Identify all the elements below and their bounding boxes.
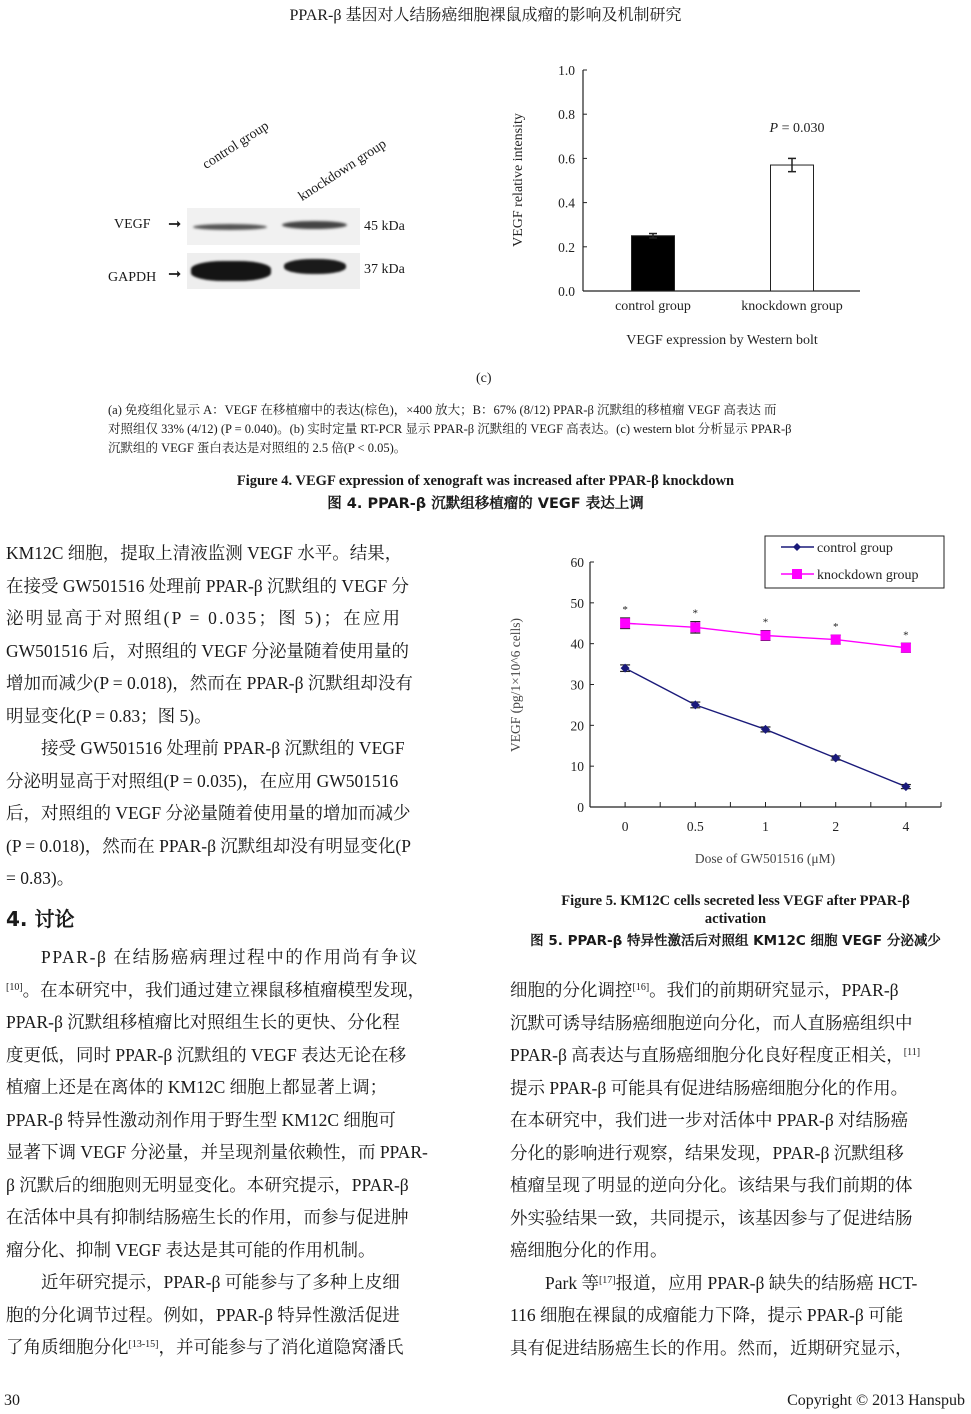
text-line: β 沉默后的细胞则无明显变化。本研究提示，PPAR-β — [6, 1174, 409, 1195]
y-axis-title: VEGF (pg/1×10^6 cells) — [508, 618, 523, 752]
arrow-right-icon: ➞ — [168, 266, 182, 283]
p-value-annotation: P = 0.030 — [769, 121, 825, 136]
page-number: 30 — [4, 1392, 20, 1409]
band-gapdh-knockdown — [284, 259, 346, 274]
text-span: 细胞的分化调控 — [510, 980, 633, 1000]
y-tick-label: 10 — [570, 759, 584, 775]
y-tick-label: 20 — [570, 718, 584, 734]
y-tick-label: 0.4 — [558, 195, 575, 211]
significance-marker: * — [762, 616, 769, 629]
data-point-control-group — [831, 754, 840, 763]
blot-strip-vegf — [187, 208, 360, 245]
y-tick-label: 50 — [570, 595, 584, 611]
western-blot-panel — [100, 100, 430, 310]
running-title: PPAR-β 基因对人结肠癌细胞裸鼠成瘤的影响及机制研究 — [289, 7, 682, 24]
text-line — [6, 1331, 462, 1364]
data-point-control-group — [761, 725, 770, 734]
text-span: 报道，应用 PPAR-β 缺失的结肠癌 HCT- — [615, 1272, 918, 1293]
figure4-note-line: (a) 免疫组化显示 A：VEGF 在移植瘤中的表达(棕色)，×400 放大；B：67% (8/12) PPAR-β 沉默组的移植瘤 VEGF 高表达 而 — [108, 403, 777, 417]
text-line: 提示 PPAR-β 可能具有促进结肠癌细胞分化的作用。 — [510, 1077, 909, 1098]
paragraph-results — [6, 537, 462, 732]
band-vegf-control — [193, 224, 267, 230]
text-line: 116 细胞在裸鼠的成瘤能力下降，提示 PPAR-β 可能 — [510, 1305, 904, 1325]
text-line: 植瘤上还是在离体的 KM12C 细胞上都显著上调； — [6, 1077, 388, 1097]
text-line — [510, 1039, 966, 1072]
citation[interactable]: [13-15] — [128, 1339, 159, 1350]
y-axis-title: VEGF relative intensity — [511, 113, 526, 247]
text-span: PPAR-β 高表达与直肠癌细胞分化良好程度正相关， — [510, 1045, 904, 1065]
text-line — [510, 1267, 966, 1300]
paragraph-results-2 — [6, 732, 462, 895]
copyright: Copyright © 2013 Hanspub — [787, 1392, 965, 1409]
x-axis-title: Dose of GW501516 (μM) — [694, 851, 836, 866]
y-tick-label: 0.6 — [558, 151, 575, 167]
figure5-caption-zh: 图 5. PPAR-β 特异性激活后对照组 KM12C 细胞 VEGF 分泌减少 — [530, 933, 941, 949]
text-line: 泌明显高于对照组(P = 0.035；图 5)；在应用 — [6, 608, 403, 628]
figure5-caption-en-line2: activation — [704, 911, 767, 927]
x-tick-label: 0 — [621, 819, 629, 834]
text-span: Park 等 — [545, 1272, 599, 1293]
blot-strip-gapdh — [187, 253, 360, 289]
x-tick-label: 2 — [832, 819, 840, 834]
y-tick-label: 1.0 — [558, 63, 575, 78]
x-tick-label: knockdown group — [741, 299, 843, 314]
x-tick-label: 4 — [902, 819, 910, 834]
figure4-note — [108, 401, 878, 458]
x-axis-title: VEGF expression by Western bolt — [626, 333, 818, 348]
text-line: PPAR-β 在结肠癌病理过程中的作用尚有争议 — [41, 947, 420, 967]
band-gapdh-control — [191, 261, 271, 281]
text-line: 增加而减少(P = 0.018)，然而在 PPAR-β 沉默组却没有 — [6, 673, 413, 693]
legend-label: knockdown group — [817, 568, 919, 583]
text-line: 近年研究提示，PPAR-β 可能参与了多种上皮细 — [41, 1272, 400, 1292]
arrow-right-icon: ➞ — [168, 216, 182, 233]
text-span: 了角质细胞分化 — [6, 1337, 129, 1357]
bar-control-group — [632, 236, 675, 291]
citation[interactable]: [11] — [903, 1047, 921, 1058]
bar-knockdown-group — [771, 165, 814, 291]
figure4-note-line: 对照组仅 33% (4/12) (P = 0.040)。(b) 实时定量 RT-PCR 显示 PPAR-β 沉默组的 VEGF 高表达。(c) western blot 分析显示 PPAR-β — [108, 422, 792, 436]
significance-marker: * — [832, 621, 839, 634]
blot-size-gapdh: 37 kDa — [364, 262, 405, 277]
text-line: 在接受 GW501516 处理前 PPAR-β 沉默组的 VEGF 分 — [6, 575, 410, 596]
y-tick-label: 0.2 — [558, 239, 575, 255]
significance-marker: * — [622, 603, 628, 616]
y-tick-label: 30 — [570, 677, 584, 693]
x-tick-label: 1 — [762, 819, 769, 834]
significance-marker: * — [692, 607, 699, 620]
data-point-knockdown-group — [761, 631, 771, 641]
paragraph-discussion-4 — [510, 1267, 966, 1365]
citation[interactable]: [10] — [6, 981, 23, 993]
figure4-caption-en: Figure 4. VEGF expression of xenograft was increased after PPAR-β knockdown — [236, 473, 735, 489]
blot-row-label-vegf: VEGF — [114, 217, 151, 232]
text-line: (P = 0.018)，然而在 PPAR-β 沉默组却没有明显变化(P — [6, 835, 411, 856]
citation[interactable]: [17] — [598, 1274, 616, 1286]
legend-marker-square — [792, 569, 802, 579]
figure4-caption-zh: 图 4. PPAR-β 沉默组移植瘤的 VEGF 表达上调 — [327, 496, 644, 512]
data-point-knockdown-group — [690, 622, 700, 632]
text-line: = 0.83)。 — [6, 868, 75, 888]
right-column — [510, 974, 966, 1364]
left-column — [6, 537, 462, 1364]
panel-label-c: (c) — [476, 371, 492, 386]
text-line: 瘤分化、抑制 VEGF 表达是其可能的作用机制。 — [6, 1239, 376, 1260]
text-line: 外实验结果一致，共同提示，该基因参与了促进结肠 — [510, 1207, 913, 1228]
text-line: PPAR-β 沉默组移植瘤比对照组生长的更快、分化程 — [6, 1012, 400, 1032]
text-line: GW501516 后，对照组的 VEGF 分泌量随着使用量的 — [6, 640, 409, 661]
text-line: 分化的影响进行观察，结果发现，PPAR-β 沉默组移 — [510, 1142, 904, 1163]
figure4-note-line: 沉默组的 VEGF 蛋白表达是对照组的 2.5 倍(P < 0.05)。 — [108, 441, 407, 455]
text-line: 在活体中具有抑制结肠癌生长的作用，而参与促进肿 — [6, 1207, 409, 1227]
y-tick-label: 60 — [570, 555, 584, 570]
text-line: 后，对照组的 VEGF 分泌量随着使用量的增加而减少 — [6, 803, 411, 823]
bar-chart-vegf-western — [500, 55, 880, 355]
figure5-caption-en-line1: Figure 5. KM12C cells secreted less VEGF after PPAR-β — [561, 893, 910, 909]
y-tick-label: 0.8 — [558, 107, 575, 123]
paragraph-discussion-2 — [6, 1266, 462, 1364]
text-line: 分泌明显高于对照组(P = 0.035)，在应用 GW501516 — [6, 770, 399, 791]
text-line: KM12C 细胞，提取上清液监测 VEGF 水平。结果， — [6, 543, 403, 563]
blot-size-vegf: 45 kDa — [364, 219, 405, 234]
paragraph-discussion-1 — [6, 941, 462, 1266]
section-heading-discussion: 4. 讨论 — [6, 906, 75, 931]
text-line: 癌细胞分化的作用。 — [510, 1240, 668, 1260]
significance-marker: * — [903, 629, 909, 642]
text-line — [6, 974, 462, 1007]
text-line: 具有促进结肠癌生长的作用。然而，近期研究显示， — [510, 1337, 913, 1358]
y-tick-label: 40 — [570, 636, 584, 652]
text-line — [510, 974, 966, 1007]
text-span: 。我们的前期研究显示，PPAR-β — [649, 980, 899, 1000]
text-line: PPAR-β 特异性激动剂作用于野生型 KM12C 细胞可 — [6, 1109, 396, 1130]
band-vegf-knockdown — [282, 221, 347, 229]
text-line: 胞的分化调节过程。例如，PPAR-β 特异性激活促进 — [6, 1304, 400, 1325]
text-line: 在本研究中，我们进一步对活体中 PPAR-β 对结肠癌 — [510, 1110, 909, 1130]
lane-label-control: control group — [200, 118, 272, 173]
text-line: 显著下调 VEGF 分泌量，并呈现剂量依赖性，而 PPAR- — [6, 1142, 428, 1162]
text-line: 度更低，同时 PPAR-β 沉默组的 VEGF 表达无论在移 — [6, 1044, 407, 1065]
data-point-control-group — [901, 782, 910, 791]
text-span: 。在本研究中，我们通过建立裸鼠移植瘤模型发现， — [22, 979, 426, 1000]
paragraph-discussion-3 — [510, 974, 966, 1267]
x-tick-label: control group — [615, 299, 691, 314]
text-line: 接受 GW501516 处理前 PPAR-β 沉默组的 VEGF — [41, 738, 405, 758]
text-line: 植瘤呈现了明显的逆向分化。该结果与我们前期的体 — [510, 1175, 913, 1195]
lane-label-knockdown: knockdown group — [296, 136, 390, 205]
citation[interactable]: [16] — [632, 982, 650, 993]
text-line: 明显变化(P = 0.83；图 5)。 — [6, 705, 212, 726]
data-point-knockdown-group — [620, 618, 630, 628]
text-span: ，并可能参与了消化道隐窝潘氏 — [158, 1337, 404, 1357]
legend-label: control group — [817, 541, 893, 556]
line-chart-vegf-dose — [500, 525, 971, 875]
data-point-knockdown-group — [901, 643, 911, 653]
text-line: 沉默可诱导结肠癌细胞逆向分化，而人直肠癌组织中 — [510, 1012, 913, 1033]
blot-row-label-gapdh: GAPDH — [108, 270, 157, 285]
x-tick-label: 0.5 — [686, 819, 704, 834]
y-tick-label: 0.0 — [558, 284, 575, 299]
data-point-knockdown-group — [831, 635, 841, 645]
y-tick-label: 0 — [577, 800, 584, 815]
